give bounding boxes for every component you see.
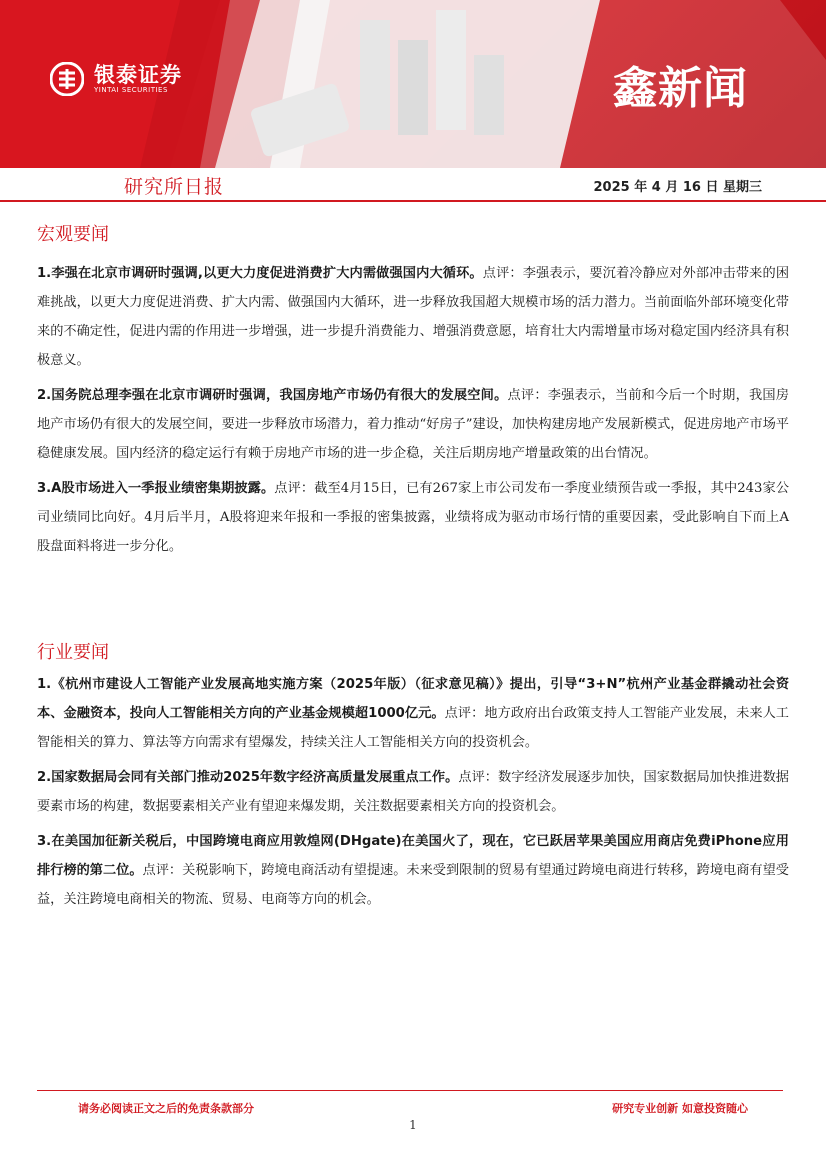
brand-mark-icon bbox=[50, 62, 84, 96]
news-item bbox=[37, 827, 789, 914]
news-headline: 1.李强在北京市调研时强调,以更大力度促进消费扩大内需做强国内大循环。 bbox=[37, 266, 483, 281]
macro-news-list bbox=[37, 259, 789, 567]
report-subtitle: 研究所日报 bbox=[124, 176, 225, 198]
news-comment: 点评：截至4月15日，已有267家上市公司发布一季度业绩预告或一季报，其中243家公司业绩同比向好。4月后半月，A股将迎来年报和一季报的密集披露，业绩将成为驱动市场行情的重要因素，受此影响自下而上A股盘面料将进一步分化。 bbox=[37, 481, 790, 554]
disclaimer-notice: 请务必阅读正文之后的免责条款部分 bbox=[78, 1102, 254, 1115]
news-comment: 点评：数字经济发展逐步加快，国家数据局加快推进数据要素市场的构建，数据要素相关产业有望迎来爆发期，关注数据要素相关方向的投资机会。 bbox=[37, 770, 789, 814]
footer-slogan: 研究专业创新 如意投资随心 bbox=[612, 1102, 748, 1115]
report-date: 2025 年 4 月 16 日 星期三 bbox=[593, 180, 762, 195]
news-headline: 3.在美国加征新关税后，中国跨境电商应用敦煌网(DHgate)在美国火了，现在，它已跃居苹果美国应用商店免费iPhone应用排行榜的第二位。 bbox=[37, 834, 789, 878]
news-item bbox=[37, 474, 789, 561]
news-item bbox=[37, 763, 789, 821]
news-item bbox=[37, 259, 789, 375]
news-comment: 点评：地方政府出台政策支持人工智能产业发展，未来人工智能相关的算力、算法等方向需求有望爆发，持续关注人工智能相关方向的投资机会。 bbox=[37, 706, 789, 750]
news-headline: 1.《杭州市建设人工智能产业发展高地实施方案（2025年版）（征求意见稿）》提出，引导“3+N”杭州产业基金群撬动社会资本、金融资本，投向人工智能相关方向的产业基金规模超1000亿元。 bbox=[37, 677, 789, 721]
page-number: 1 bbox=[409, 1118, 417, 1132]
news-comment: 点评：关税影响下，跨境电商活动有望提速。未来受到限制的贸易有望通过跨境电商进行转移，跨境电商有望受益，关注跨境电商相关的物流、贸易、电商等方向的机会。 bbox=[37, 863, 789, 907]
logo-name-cn: 银泰证券 bbox=[94, 62, 182, 87]
news-comment: 点评：李强表示，要沉着冷静应对外部冲击带来的困难挑战，以更大力度促进消费、扩大内需、做强国内大循环，进一步释放我国超大规模市场的活力潜力。当前面临外部环境变化带来的不确定性，促进内需的作用进一步增强，进一步提升消费能力、增强消费意愿，培育壮大内需增量市场对稳定国内经济具有积极意义。 bbox=[37, 266, 790, 368]
news-comment: 点评：李强表示，当前和今后一个时期，我国房地产市场仍有很大的发展空间，要进一步释放市场潜力，着力推动“好房子”建设，加快构建房地产发展新模式，促进房地产市场平稳健康发展。国内经济的稳定运行有赖于房地产市场的进一步企稳，关注后期房地产增量政策的出台情况。 bbox=[37, 388, 789, 461]
masthead-title: 鑫新闻 bbox=[613, 63, 748, 114]
news-headline: 2.国务院总理李强在北京市调研时强调，我国房地产市场仍有很大的发展空间。 bbox=[37, 388, 508, 403]
logo-name-en: YINTAI SECURITIES bbox=[94, 85, 168, 94]
news-item bbox=[37, 381, 789, 468]
section-heading-industry: 行业要闻 bbox=[37, 642, 109, 663]
footer-divider bbox=[37, 1090, 783, 1091]
news-headline: 3.A股市场进入一季报业绩密集期披露。 bbox=[37, 481, 275, 496]
brand-logo bbox=[50, 62, 182, 96]
industry-news-list bbox=[37, 670, 789, 920]
header-banner bbox=[0, 0, 826, 168]
news-item bbox=[37, 670, 789, 757]
news-headline: 2.国家数据局会同有关部门推动2025年数字经济高质量发展重点工作。 bbox=[37, 770, 459, 785]
section-heading-macro: 宏观要闻 bbox=[37, 224, 109, 245]
